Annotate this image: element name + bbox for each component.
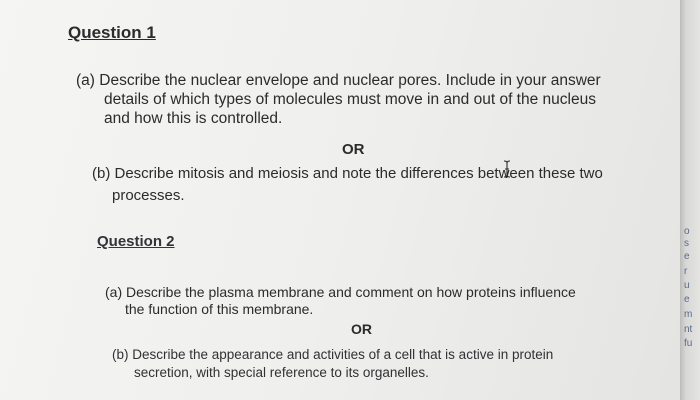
- i-beam-cursor-icon: [502, 160, 512, 178]
- edge-fragment: m: [684, 309, 693, 320]
- question-2-title: Question 2: [97, 233, 175, 250]
- question-2-part-b-line: (b) Describe the appearance and activities of a cell that is active in protein: [112, 347, 554, 362]
- question-1-part-a-line: and how this is controlled.: [104, 110, 283, 127]
- question-2-part-a-line: (a) Describe the plasma membrane and comment on how proteins influence: [105, 284, 576, 300]
- question-1-part-b-line: processes.: [112, 187, 185, 204]
- question-2-part-b: [112, 348, 553, 384]
- edge-fragment: e: [684, 251, 690, 262]
- question-1-part-b: [92, 166, 603, 210]
- question-1-title: Question 1: [68, 23, 156, 42]
- edge-fragment: r: [684, 266, 688, 277]
- edge-fragment: nt: [684, 324, 693, 335]
- question-2-part-a-line: the function of this membrane.: [125, 301, 314, 317]
- edge-fragment: e: [684, 294, 690, 305]
- question-1-or: OR: [342, 141, 365, 158]
- question-1-part-b-line: (b) Describe mitosis and meiosis and note the differences between these two: [92, 165, 603, 182]
- edge-fragment: s: [684, 238, 689, 249]
- edge-fragment: o: [684, 226, 690, 237]
- adjacent-page-edge: [680, 0, 700, 400]
- question-2-part-b-line: secretion, with special reference to its organelles.: [134, 365, 429, 380]
- edge-fragment: u: [684, 280, 690, 291]
- question-1-part-a: [76, 73, 601, 130]
- edge-fragment: fu: [684, 338, 693, 349]
- question-2-part-a: [105, 285, 576, 319]
- question-1-part-a-line: details of which types of molecules must move in and out of the nucleus: [104, 91, 596, 108]
- question-1-part-a-line: (a) Describe the nuclear envelope and nuclear pores. Include in your answer: [76, 72, 601, 89]
- question-2-or: OR: [351, 321, 372, 337]
